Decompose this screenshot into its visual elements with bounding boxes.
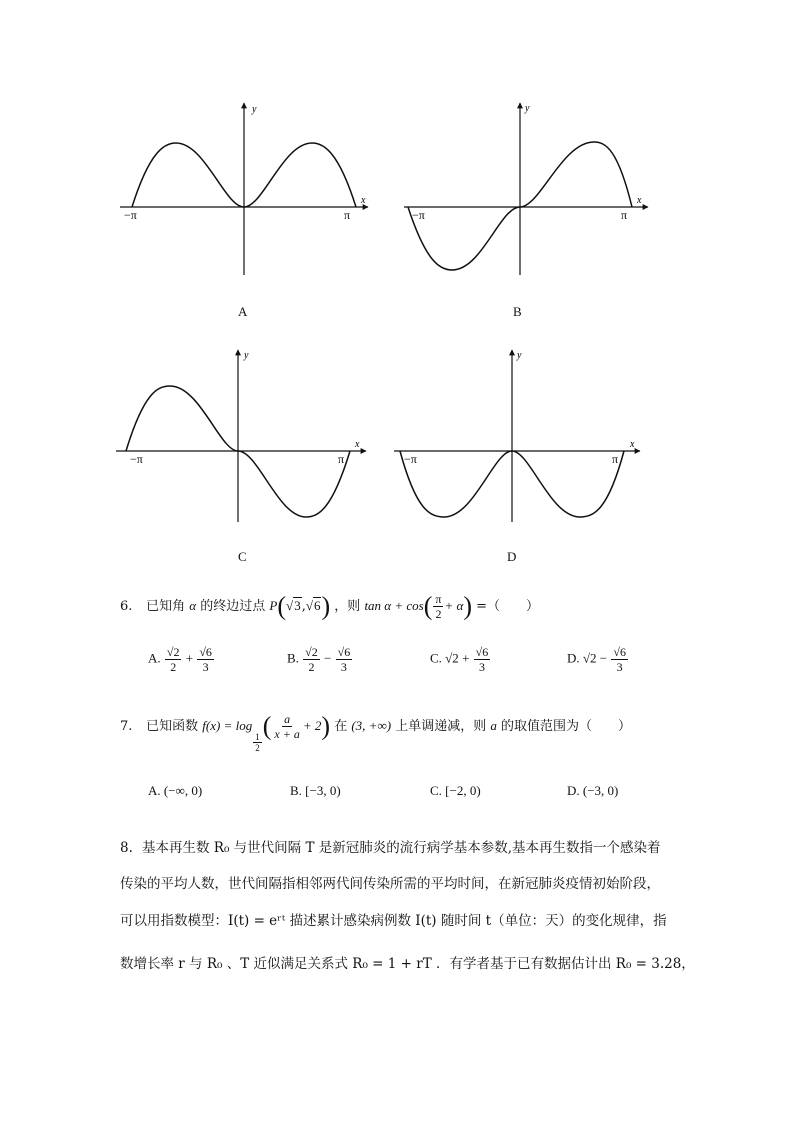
question-8-line-1 <box>120 838 680 858</box>
question-7-stem: 7. 已知函数 f(x) = log $\frac{1}{2}$ ( $\frac{a}{x + a}$ + 2) 在 (3, +∞) 上单调递减，则 a 的取值范围为（ ） <box>120 711 631 753</box>
graph-c-neg-pi: −π <box>130 452 143 466</box>
q6-d-op: − <box>599 650 608 666</box>
q6-option-b-letter: B. <box>287 650 299 666</box>
graph-a-pi: π <box>344 208 351 222</box>
graph-a-label: A <box>238 304 248 319</box>
graph-a-y-label: y <box>252 104 257 115</box>
graph-d-y-label: y <box>517 350 522 361</box>
q7-log-base <box>253 732 262 753</box>
question-6-number: 6. <box>120 599 133 614</box>
graph-d-label: D <box>507 549 517 564</box>
q7-option-d-letter: D. <box>567 783 580 798</box>
graph-d-x-label: x <box>630 439 635 450</box>
graph-b-y-label: y <box>525 103 530 114</box>
q7-option-b[interactable] <box>290 783 341 799</box>
q6-sqrt3: 3 <box>294 598 301 613</box>
graph-b-neg-pi: −π <box>412 208 425 222</box>
q7-option-d-value: (−3, 0) <box>582 783 619 798</box>
q6-option-a-letter: A. <box>148 650 161 666</box>
q6-point: P <box>269 598 278 613</box>
graph-b <box>404 103 648 275</box>
graph-b-label: B <box>513 304 522 319</box>
q7-fx: f(x) = log <box>202 718 253 733</box>
q6-b-den1: 2 <box>308 660 315 674</box>
q7-text-4: 的取值范围为（ ） <box>500 719 631 734</box>
q6-d-den: 3 <box>616 660 623 674</box>
q6-plus-alpha: + α <box>444 598 464 613</box>
graph-c <box>116 350 366 522</box>
question-8-line-4: 数增长率 r 与 R₀ 、T 近似满足关系式 R₀ = 1 + rT ．有学者基于已有数据估计出 R₀ = 3.28， <box>120 956 695 972</box>
q7-option-c[interactable] <box>430 783 481 799</box>
q6-b-den2: 3 <box>340 660 347 674</box>
q7-option-b-letter: B. <box>290 783 302 798</box>
q6-c-den: 3 <box>478 660 485 674</box>
question-6-stem: 6. 已知角 α 的终边过点 P(√3,√6) ，则 tan α + cos( $\frac{\pi}{2}$ + α) =（ ） <box>120 591 540 621</box>
q6-b-num1: √2 <box>305 645 318 659</box>
q7-frac-den: x + a <box>274 727 300 741</box>
q6-d-num: √6 <box>613 645 626 659</box>
graph-d-neg-pi: −π <box>404 452 417 466</box>
q6-option-a[interactable] <box>148 645 215 674</box>
q7-option-c-letter: C. <box>430 783 442 798</box>
q6-c-num: √6 <box>475 645 489 659</box>
q6-option-b[interactable] <box>287 645 353 674</box>
q6-c-op: + <box>462 650 470 666</box>
q7-option-c-value: [−2, 0) <box>445 783 481 798</box>
q7-text-2: 在 <box>334 719 348 734</box>
q6-text-3: ，则 <box>334 599 361 614</box>
q7-frac <box>272 712 301 741</box>
question-8-line-2: 传染的平均人数，世代间隔指相邻两代间传染所需的平均时间，在新冠肺炎疫情初始阶段， <box>120 876 660 892</box>
graph-a <box>120 103 368 275</box>
q6-expr: tan α + cos <box>364 598 424 613</box>
q7-base-den: 2 <box>255 743 260 753</box>
question-7-number: 7. <box>120 719 133 734</box>
q7-option-d[interactable] <box>567 783 618 799</box>
q6-a-den1: 2 <box>170 660 177 674</box>
q6-c-plain: √2 <box>445 650 459 666</box>
graph-d-pi: π <box>612 452 619 466</box>
q6-text-2: 的终边过点 <box>200 599 266 614</box>
graph-c-y-label: y <box>244 350 249 361</box>
q6-d-plain: √2 <box>582 650 597 666</box>
graph-a-x-label: x <box>361 195 366 206</box>
q6-sqrt6: 6 <box>313 598 321 613</box>
graph-c-label: C <box>238 549 247 564</box>
graph-d <box>394 350 640 522</box>
q7-plus2: + 2 <box>302 718 322 733</box>
q6-alpha: α <box>189 598 197 613</box>
q7-option-a-letter: A. <box>148 783 161 798</box>
graph-c-x-label: x <box>355 439 360 450</box>
q7-a: a <box>490 718 497 733</box>
q6-option-d-letter: D. <box>567 650 580 666</box>
q6-text-1: 已知角 <box>146 599 186 614</box>
q6-equals: =（ ） <box>476 599 540 614</box>
q6-pi-over-2 <box>433 592 443 621</box>
q6-a-num1: √2 <box>166 645 180 659</box>
q6-a-den2: 3 <box>202 660 209 674</box>
q6-two-den: 2 <box>435 607 442 621</box>
q6-option-c[interactable] <box>430 645 491 674</box>
q8-line-1-text: 基本再生数 R₀ 与世代间隔 T 是新冠肺炎的流行病学基本参数,基本再生数指一个感染着 <box>142 840 661 856</box>
q7-interval: (3, +∞) <box>351 718 392 733</box>
q6-b-num2: √6 <box>337 645 351 659</box>
q6-b-op: − <box>324 650 332 666</box>
question-8-line-3: 可以用指数模型：I(t) = eʳᵗ 描述累计感染病例数 I(t) 随时间 t（单位：天）的变化规律，指 <box>120 913 667 929</box>
q7-text-1: 已知函数 <box>146 719 199 734</box>
q7-option-a-value: (−∞, 0) <box>163 783 203 798</box>
q7-frac-num: a <box>284 712 291 726</box>
graph-a-neg-pi: −π <box>124 208 137 222</box>
question-8-number: 8. <box>120 840 133 856</box>
q6-a-op: + <box>185 650 194 666</box>
q7-option-b-value: [−3, 0) <box>305 783 341 798</box>
q6-option-c-letter: C. <box>430 650 442 666</box>
q6-a-num2: √6 <box>199 645 212 659</box>
graph-b-pi: π <box>621 208 628 222</box>
q7-text-3: 上单调递减，则 <box>395 719 487 734</box>
graph-c-pi: π <box>338 452 345 466</box>
q6-pi-num: π <box>435 592 442 606</box>
q7-option-a[interactable] <box>148 783 202 799</box>
q6-option-d[interactable] <box>567 645 629 674</box>
q7-base-num: 1 <box>255 732 260 742</box>
graph-b-x-label: x <box>637 195 642 206</box>
